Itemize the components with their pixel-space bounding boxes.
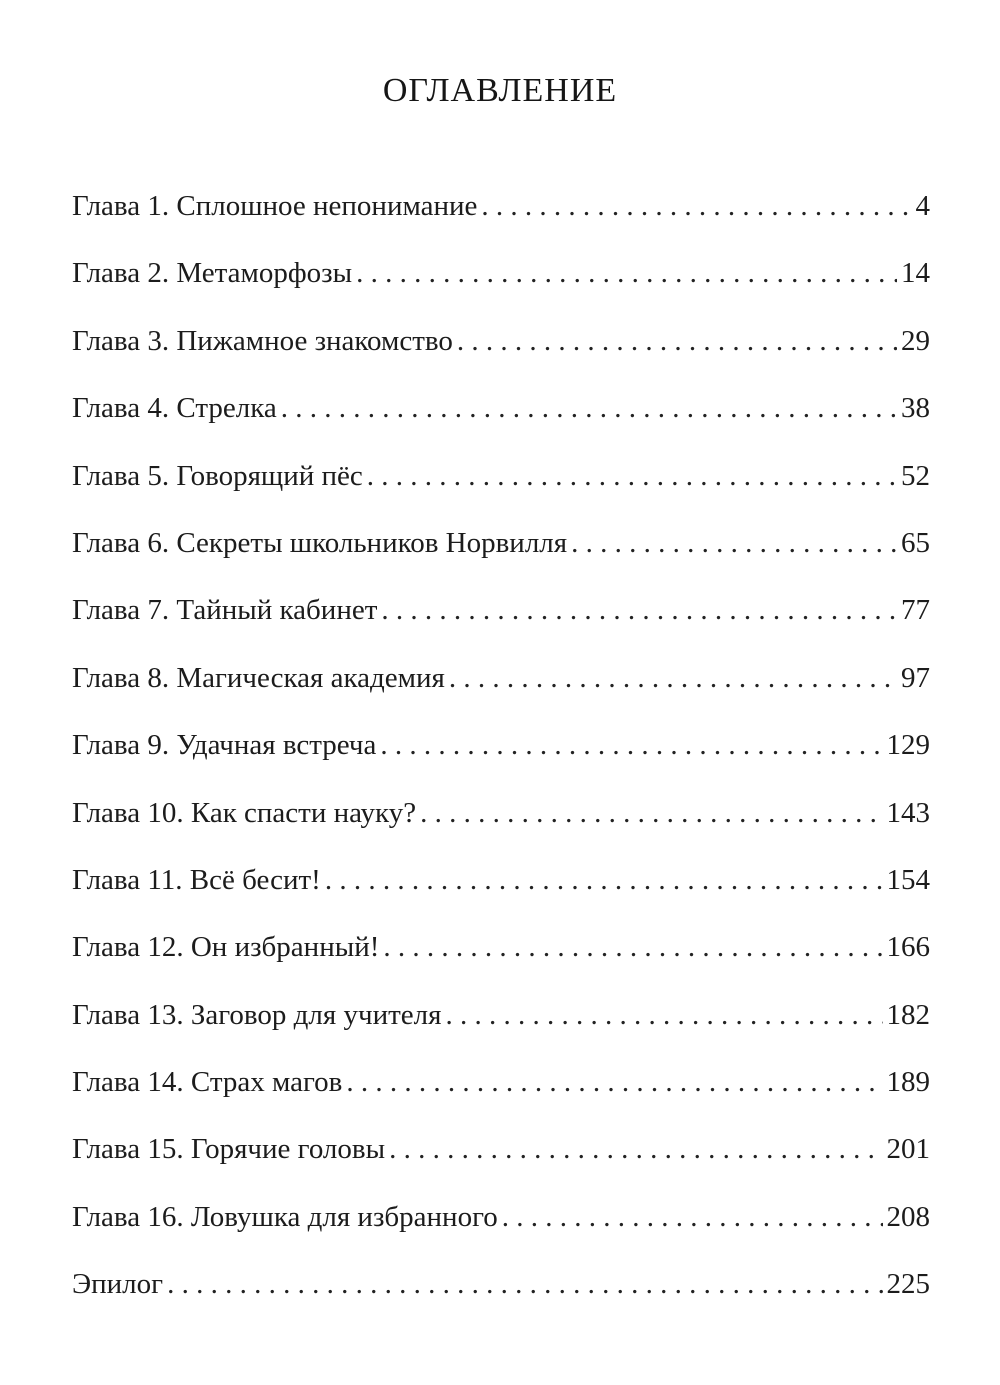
toc-entry [72, 1066, 930, 1133]
dot-leader [367, 460, 897, 493]
toc-entry [72, 527, 930, 594]
toc-entry [72, 190, 930, 257]
toc-entry-page: 225 [886, 1268, 930, 1301]
toc-entry [72, 797, 930, 864]
toc-entry [72, 392, 930, 459]
toc-entry-page: 143 [886, 796, 930, 829]
toc-entry-label: Глава 16. Ловушка для избранного [72, 1200, 498, 1233]
dot-leader [281, 392, 897, 425]
toc-entry-page: 52 [901, 459, 930, 492]
toc-entry [72, 931, 930, 998]
dot-leader [325, 864, 883, 897]
toc-entry-page: 129 [886, 729, 930, 762]
dot-leader [167, 1268, 882, 1301]
toc-entry-page: 166 [886, 931, 930, 964]
toc-entry-label: Глава 11. Всё бесит! [72, 863, 321, 896]
toc-entry [72, 325, 930, 392]
table-of-contents [72, 190, 930, 1336]
toc-entry-label: Глава 14. Страх магов [72, 1066, 343, 1099]
toc-entry [72, 662, 930, 729]
dot-leader [346, 1066, 882, 1099]
toc-entry [72, 1133, 930, 1200]
toc-entry-label: Глава 3. Пижамное знакомство [72, 324, 453, 357]
toc-entry-page: 65 [901, 526, 930, 559]
toc-entry [72, 1268, 930, 1335]
dot-leader [420, 797, 882, 830]
toc-entry [72, 999, 930, 1066]
toc-entry-label: Эпилог [72, 1268, 164, 1301]
toc-entry [72, 460, 930, 527]
toc-entry-page: 97 [901, 661, 930, 694]
toc-entry-page: 77 [901, 594, 930, 627]
toc-entry-label: Глава 15. Горячие головы [72, 1133, 386, 1166]
toc-entry-page: 14 [901, 257, 930, 290]
toc-entry-label: Глава 8. Магическая академия [72, 661, 445, 694]
dot-leader [571, 527, 897, 560]
toc-entry [72, 594, 930, 661]
toc-entry-page: 201 [886, 1133, 930, 1166]
dot-leader [445, 999, 882, 1032]
toc-entry [72, 1201, 930, 1268]
dot-leader [381, 594, 897, 627]
toc-entry-page: 189 [886, 1066, 930, 1099]
dot-leader [502, 1201, 883, 1234]
dot-leader [383, 931, 882, 964]
toc-entry-label: Глава 1. Сплошное непонимание [72, 190, 478, 222]
toc-entry-label: Глава 5. Говорящий пёс [72, 459, 363, 492]
toc-entry-label: Глава 10. Как спасти науку? [72, 796, 417, 829]
toc-entry-label: Глава 13. Заговор для учителя [72, 998, 442, 1031]
page-title: ОГЛАВЛЕНИЕ [382, 72, 618, 109]
dot-leader [449, 662, 897, 695]
dot-leader [457, 325, 897, 358]
toc-entry-page: 4 [915, 190, 930, 222]
toc-entry-page: 182 [886, 998, 930, 1031]
toc-entry [72, 729, 930, 796]
toc-entry-page: 29 [901, 324, 930, 357]
toc-entry-page: 38 [901, 392, 930, 425]
toc-entry-label: Глава 12. Он избранный! [72, 931, 380, 964]
toc-entry [72, 864, 930, 931]
toc-entry-label: Глава 4. Стрелка [72, 392, 277, 425]
toc-entry-label: Глава 9. Удачная встреча [72, 729, 377, 762]
dot-leader [380, 729, 882, 762]
dot-leader [481, 190, 911, 223]
toc-entry-label: Глава 7. Тайный кабинет [72, 594, 378, 627]
dot-leader [356, 257, 897, 290]
toc-entry-label: Глава 2. Метаморфозы [72, 257, 353, 290]
toc-entry-page: 154 [886, 863, 930, 896]
toc-entry-page: 208 [886, 1200, 930, 1233]
toc-entry [72, 257, 930, 324]
toc-entry-label: Глава 6. Секреты школьников Норвилля [72, 526, 568, 559]
dot-leader [389, 1133, 882, 1166]
